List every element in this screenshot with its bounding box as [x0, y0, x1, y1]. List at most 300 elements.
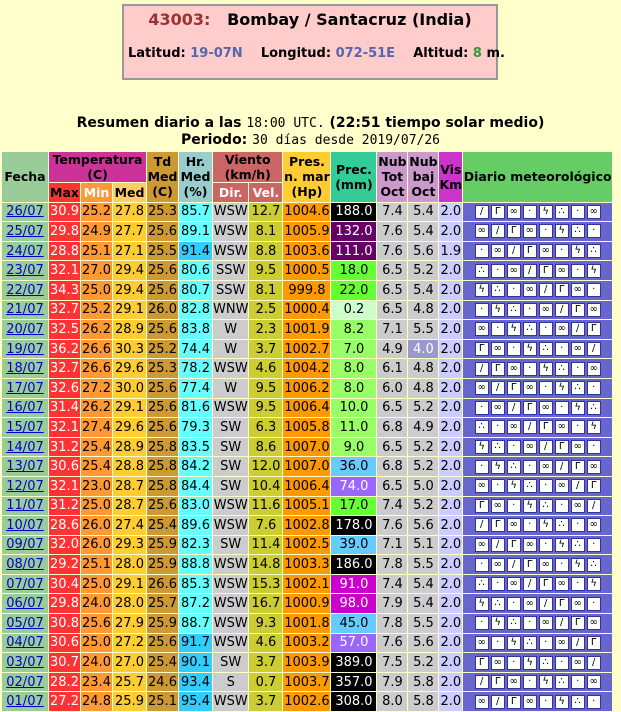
cloud-icon[interactable]: Γ: [555, 440, 569, 454]
date-link[interactable]: 15/07: [6, 419, 44, 435]
shower-icon[interactable]: ∴: [523, 322, 537, 336]
drizzle-icon[interactable]: ·: [523, 518, 537, 532]
mist-icon[interactable]: ∞: [507, 518, 521, 532]
cell-min: 26.0: [82, 517, 111, 533]
haze-icon[interactable]: ∞: [539, 303, 553, 317]
cell-fecha[interactable]: [2, 203, 48, 222]
thunder-icon[interactable]: ϟ: [491, 460, 505, 474]
cell-diario: [463, 536, 612, 555]
date-link[interactable]: 03/07: [6, 655, 44, 671]
thunder-icon[interactable]: ϟ: [491, 616, 505, 630]
mist-icon[interactable]: ∞: [571, 597, 585, 611]
rain-icon[interactable]: /: [539, 440, 553, 454]
haze-icon[interactable]: ∞: [571, 656, 585, 670]
cloud-icon[interactable]: Γ: [475, 342, 489, 356]
mist-icon[interactable]: ∞: [555, 577, 569, 591]
mist-icon[interactable]: ∞: [523, 538, 537, 552]
rain-icon[interactable]: /: [587, 342, 601, 356]
date-link[interactable]: 26/07: [6, 204, 44, 220]
cell-pres: 1001.9: [284, 321, 330, 337]
clear-icon[interactable]: ·: [491, 577, 505, 591]
mist-icon[interactable]: ∞: [523, 224, 537, 238]
table-row: [2, 555, 612, 574]
shower-icon[interactable]: ∴: [491, 440, 505, 454]
drizzle-icon[interactable]: ·: [507, 342, 521, 356]
shower-icon[interactable]: ∴: [571, 224, 585, 238]
drizzle-icon[interactable]: ·: [539, 695, 553, 709]
thunder-icon[interactable]: ϟ: [523, 342, 537, 356]
cell-fecha[interactable]: [2, 555, 48, 574]
thunder-icon[interactable]: ϟ: [507, 636, 521, 650]
date-link[interactable]: 12/07: [6, 478, 44, 494]
cloud-icon[interactable]: Γ: [571, 616, 585, 630]
cloud-icon[interactable]: Γ: [523, 401, 537, 415]
mist-icon[interactable]: ∞: [539, 244, 553, 258]
thunder-icon[interactable]: ϟ: [587, 264, 601, 278]
rain-icon[interactable]: /: [491, 224, 505, 238]
cloud-icon[interactable]: Γ: [507, 224, 521, 238]
date-link[interactable]: 22/07: [6, 282, 44, 298]
thunder-icon[interactable]: ϟ: [475, 440, 489, 454]
mist-icon[interactable]: ∞: [571, 440, 585, 454]
cell-fecha[interactable]: [2, 399, 48, 418]
shower-icon[interactable]: ∴: [475, 264, 489, 278]
haze-icon[interactable]: ∞: [491, 244, 505, 258]
date-link[interactable]: 06/07: [6, 596, 44, 612]
shower-icon[interactable]: ∴: [555, 362, 569, 376]
clear-icon[interactable]: ·: [475, 244, 489, 258]
rain-icon[interactable]: /: [587, 656, 601, 670]
shower-icon[interactable]: ∴: [571, 538, 585, 552]
shower-icon[interactable]: ∴: [539, 499, 553, 513]
clear-icon[interactable]: ·: [587, 695, 601, 709]
drizzle-icon[interactable]: ·: [555, 401, 569, 415]
drizzle-icon[interactable]: ·: [539, 224, 553, 238]
haze-icon[interactable]: ∞: [523, 597, 537, 611]
clear-icon[interactable]: ·: [571, 362, 585, 376]
rain-icon[interactable]: /: [475, 675, 489, 689]
cell-dir: WSW: [213, 596, 248, 612]
rain-icon[interactable]: /: [539, 597, 553, 611]
thunder-icon[interactable]: ϟ: [523, 656, 537, 670]
cell-fecha[interactable]: [2, 359, 48, 378]
drizzle-icon[interactable]: ·: [571, 264, 585, 278]
date-link[interactable]: 11/07: [6, 498, 44, 514]
clear-icon[interactable]: ·: [555, 342, 569, 356]
drizzle-icon[interactable]: ·: [475, 460, 489, 474]
clear-icon[interactable]: ·: [491, 264, 505, 278]
drizzle-icon[interactable]: ·: [555, 558, 569, 572]
haze-icon[interactable]: ∞: [507, 577, 521, 591]
thunder-icon[interactable]: ϟ: [539, 675, 553, 689]
drizzle-icon[interactable]: ·: [555, 244, 569, 258]
cloud-icon[interactable]: Γ: [491, 518, 505, 532]
clear-icon[interactable]: ·: [587, 381, 601, 395]
mist-icon[interactable]: ∞: [491, 499, 505, 513]
rain-icon[interactable]: /: [507, 401, 521, 415]
shower-icon[interactable]: ∴: [555, 518, 569, 532]
cell-nt: 6.5: [377, 301, 407, 320]
rain-icon[interactable]: /: [475, 362, 489, 376]
date-link[interactable]: 13/07: [6, 459, 44, 475]
thunder-icon[interactable]: ϟ: [475, 597, 489, 611]
haze-icon[interactable]: ∞: [491, 401, 505, 415]
date-link[interactable]: 07/07: [6, 576, 44, 592]
haze-icon[interactable]: ∞: [507, 420, 521, 434]
cloud-icon[interactable]: Γ: [587, 322, 601, 336]
drizzle-icon[interactable]: ·: [539, 538, 553, 552]
cell-min: 25.1: [82, 243, 111, 259]
mist-icon[interactable]: ∞: [523, 381, 537, 395]
thunder-icon[interactable]: ϟ: [555, 224, 569, 238]
table-row: [2, 653, 612, 672]
cell-td: 25.8: [148, 439, 177, 455]
shower-icon[interactable]: ∴: [491, 283, 505, 297]
clear-icon[interactable]: ·: [539, 636, 553, 650]
cell-med: 30.0: [113, 379, 146, 398]
shower-icon[interactable]: ∴: [507, 460, 521, 474]
thunder-icon[interactable]: ϟ: [555, 538, 569, 552]
cloud-icon[interactable]: Γ: [475, 499, 489, 513]
mist-icon[interactable]: ∞: [587, 303, 601, 317]
thunder-icon[interactable]: ϟ: [571, 244, 585, 258]
rain-icon[interactable]: /: [475, 205, 489, 219]
cloud-icon[interactable]: Γ: [523, 244, 537, 258]
shower-icon[interactable]: ∴: [539, 656, 553, 670]
rain-icon[interactable]: /: [523, 264, 537, 278]
cell-fecha[interactable]: [2, 594, 48, 613]
cell-dir: WSW: [213, 517, 248, 533]
cell-vis: 2.0: [440, 615, 462, 631]
thunder-icon[interactable]: ϟ: [491, 303, 505, 317]
cell-dir: WSW: [213, 694, 248, 710]
cell-dir: S: [213, 673, 248, 692]
cloud-icon[interactable]: Γ: [491, 675, 505, 689]
mist-icon[interactable]: ∞: [507, 362, 521, 376]
shower-icon[interactable]: ∴: [587, 558, 601, 572]
thunder-icon[interactable]: ϟ: [539, 205, 553, 219]
thunder-icon[interactable]: ϟ: [507, 479, 521, 493]
clear-icon[interactable]: ·: [507, 440, 521, 454]
cloud-icon[interactable]: Γ: [523, 558, 537, 572]
shower-icon[interactable]: ∴: [571, 695, 585, 709]
clear-icon[interactable]: ·: [523, 303, 537, 317]
drizzle-icon[interactable]: ·: [587, 440, 601, 454]
drizzle-icon[interactable]: ·: [523, 675, 537, 689]
cloud-icon[interactable]: Γ: [507, 381, 521, 395]
table-row: [2, 477, 612, 496]
cell-dir: WSW: [213, 400, 248, 416]
rain-icon[interactable]: /: [555, 303, 569, 317]
mist-icon[interactable]: ∞: [491, 342, 505, 356]
thunder-icon[interactable]: ϟ: [555, 695, 569, 709]
date-link[interactable]: 25/07: [6, 223, 44, 239]
date-link[interactable]: 10/07: [6, 517, 44, 533]
drizzle-icon[interactable]: ·: [587, 283, 601, 297]
rain-icon[interactable]: /: [539, 283, 553, 297]
clear-icon[interactable]: ·: [555, 499, 569, 513]
clear-icon[interactable]: ·: [587, 224, 601, 238]
cloud-icon[interactable]: Γ: [587, 636, 601, 650]
mist-icon[interactable]: ∞: [555, 264, 569, 278]
clear-icon[interactable]: ·: [571, 205, 585, 219]
mist-icon[interactable]: ∞: [523, 695, 537, 709]
rain-icon[interactable]: /: [587, 499, 601, 513]
drizzle-icon[interactable]: ·: [491, 636, 505, 650]
date-link[interactable]: 20/07: [6, 321, 44, 337]
haze-icon[interactable]: ∞: [539, 616, 553, 630]
clear-icon[interactable]: ·: [571, 518, 585, 532]
clear-icon[interactable]: ·: [523, 460, 537, 474]
cell-fecha[interactable]: [2, 242, 48, 261]
thunder-icon[interactable]: ϟ: [587, 420, 601, 434]
cell-td: 25.1: [148, 694, 177, 710]
cell-nt: 6.5: [377, 399, 407, 418]
cloud-icon[interactable]: Γ: [507, 538, 521, 552]
date-link[interactable]: 05/07: [6, 615, 44, 631]
mist-icon[interactable]: ∞: [587, 616, 601, 630]
drizzle-icon[interactable]: ·: [475, 616, 489, 630]
thunder-icon[interactable]: ϟ: [539, 518, 553, 532]
drizzle-icon[interactable]: ·: [523, 205, 537, 219]
cloud-icon[interactable]: Γ: [491, 362, 505, 376]
haze-icon[interactable]: ∞: [587, 362, 601, 376]
mist-icon[interactable]: ∞: [555, 420, 569, 434]
cell-fecha[interactable]: [2, 516, 48, 535]
cell-fecha[interactable]: [2, 692, 48, 711]
shower-icon[interactable]: ∴: [587, 401, 601, 415]
clear-icon[interactable]: ·: [555, 656, 569, 670]
cell-fecha[interactable]: [2, 438, 48, 457]
header-med: Med: [114, 184, 145, 200]
cell-fecha[interactable]: [2, 457, 48, 476]
shower-icon[interactable]: ∴: [571, 381, 585, 395]
cell-fecha[interactable]: [2, 418, 48, 437]
cloud-icon[interactable]: Γ: [587, 479, 601, 493]
haze-icon[interactable]: ∞: [587, 675, 601, 689]
date-link[interactable]: 16/07: [6, 400, 44, 416]
shower-icon[interactable]: ∴: [491, 597, 505, 611]
rain-icon[interactable]: /: [491, 538, 505, 552]
date-link[interactable]: 01/07: [6, 694, 44, 710]
cloud-icon[interactable]: Γ: [555, 597, 569, 611]
clear-icon[interactable]: ·: [587, 538, 601, 552]
cloud-icon[interactable]: Γ: [571, 303, 585, 317]
clear-icon[interactable]: ·: [475, 558, 489, 572]
summary-text-b: (22:51 tiempo solar medio): [324, 115, 545, 131]
cell-fecha[interactable]: [2, 653, 48, 672]
cell-nt: 6.5: [377, 281, 407, 300]
rain-icon[interactable]: /: [523, 420, 537, 434]
header-dir: Dir.: [213, 183, 248, 202]
drizzle-icon[interactable]: ·: [491, 322, 505, 336]
cloud-icon[interactable]: Γ: [491, 205, 505, 219]
date-link[interactable]: 18/07: [6, 361, 44, 377]
shower-icon[interactable]: ∴: [507, 616, 521, 630]
rain-icon[interactable]: /: [571, 636, 585, 650]
drizzle-icon[interactable]: ·: [571, 420, 585, 434]
mist-icon[interactable]: ∞: [587, 460, 601, 474]
cell-pres: 1002.6: [284, 694, 330, 710]
drizzle-icon[interactable]: ·: [507, 656, 521, 670]
cell-pres: 1003.3: [284, 557, 330, 573]
haze-icon[interactable]: ∞: [475, 695, 489, 709]
rain-icon[interactable]: /: [491, 381, 505, 395]
shower-icon[interactable]: ∴: [539, 342, 553, 356]
cell-diario: [463, 379, 612, 398]
clear-icon[interactable]: ·: [571, 675, 585, 689]
date-link[interactable]: 09/07: [6, 537, 44, 553]
mist-icon[interactable]: ∞: [539, 558, 553, 572]
haze-icon[interactable]: ∞: [555, 322, 569, 336]
cell-fecha[interactable]: [2, 477, 48, 496]
mist-icon[interactable]: ∞: [507, 205, 521, 219]
cell-vis: 2.0: [440, 459, 462, 475]
cell-pres: 1002.7: [284, 341, 330, 357]
thunder-icon[interactable]: ϟ: [507, 322, 521, 336]
clear-icon[interactable]: ·: [475, 401, 489, 415]
thunder-icon[interactable]: ϟ: [555, 381, 569, 395]
cell-med: 27.0: [113, 653, 146, 672]
station-box: [122, 4, 505, 80]
clear-icon[interactable]: ·: [539, 479, 553, 493]
date-link[interactable]: 02/07: [6, 674, 44, 690]
cloud-icon[interactable]: Γ: [507, 695, 521, 709]
thunder-icon[interactable]: ϟ: [587, 577, 601, 591]
haze-icon[interactable]: ∞: [587, 518, 601, 532]
rain-icon[interactable]: /: [555, 460, 569, 474]
shower-icon[interactable]: ∴: [523, 479, 537, 493]
date-link[interactable]: 24/07: [6, 243, 44, 259]
rain-icon[interactable]: /: [571, 322, 585, 336]
table-row: [2, 261, 612, 280]
thunder-icon[interactable]: ϟ: [571, 401, 585, 415]
mist-icon[interactable]: ∞: [507, 675, 521, 689]
mist-icon[interactable]: ∞: [475, 479, 489, 493]
rain-icon[interactable]: /: [491, 695, 505, 709]
cloud-icon[interactable]: Γ: [539, 577, 553, 591]
haze-icon[interactable]: ∞: [523, 440, 537, 454]
cell-vel: 16.7: [249, 594, 282, 613]
haze-icon[interactable]: ∞: [539, 460, 553, 474]
drizzle-icon[interactable]: ·: [523, 362, 537, 376]
haze-icon[interactable]: ∞: [507, 264, 521, 278]
thunder-icon[interactable]: ϟ: [539, 362, 553, 376]
shower-icon[interactable]: ∴: [475, 577, 489, 591]
cell-fecha[interactable]: [2, 673, 48, 692]
clear-icon[interactable]: ·: [507, 283, 521, 297]
haze-icon[interactable]: ∞: [475, 224, 489, 238]
cloud-icon[interactable]: Γ: [475, 656, 489, 670]
drizzle-icon[interactable]: ·: [587, 597, 601, 611]
haze-icon[interactable]: ∞: [475, 381, 489, 395]
mist-icon[interactable]: ∞: [571, 283, 585, 297]
haze-icon[interactable]: ∞: [555, 636, 569, 650]
date-link[interactable]: 23/07: [6, 263, 44, 279]
haze-icon[interactable]: ∞: [475, 538, 489, 552]
haze-icon[interactable]: ∞: [555, 479, 569, 493]
date-link[interactable]: 19/07: [6, 341, 44, 357]
cell-med: 29.4: [113, 281, 146, 300]
thunder-icon[interactable]: ϟ: [523, 499, 537, 513]
clear-icon[interactable]: ·: [507, 597, 521, 611]
shower-icon[interactable]: ∴: [475, 420, 489, 434]
mist-icon[interactable]: ∞: [539, 401, 553, 415]
thunder-icon[interactable]: ϟ: [571, 558, 585, 572]
cell-fecha[interactable]: [2, 575, 48, 594]
cloud-icon[interactable]: Γ: [539, 420, 553, 434]
haze-icon[interactable]: ∞: [523, 283, 537, 297]
cell-fecha[interactable]: [2, 497, 48, 516]
mist-icon[interactable]: ∞: [491, 656, 505, 670]
drizzle-icon[interactable]: ·: [475, 303, 489, 317]
date-link[interactable]: 04/07: [6, 635, 44, 651]
cell-fecha[interactable]: [2, 340, 48, 359]
cell-min: 27.2: [82, 380, 111, 396]
cell-fecha[interactable]: [2, 281, 48, 300]
mist-icon[interactable]: ∞: [475, 636, 489, 650]
clear-icon[interactable]: ·: [523, 616, 537, 630]
rain-icon[interactable]: /: [507, 244, 521, 258]
drizzle-icon[interactable]: ·: [491, 479, 505, 493]
cell-fecha[interactable]: [2, 320, 48, 339]
rain-icon[interactable]: /: [475, 518, 489, 532]
thunder-icon[interactable]: ϟ: [475, 283, 489, 297]
cell-max: 30.7: [50, 655, 79, 671]
date-link[interactable]: 21/07: [6, 302, 44, 318]
mist-icon[interactable]: ∞: [475, 322, 489, 336]
drizzle-icon[interactable]: ·: [539, 381, 553, 395]
cell-fecha[interactable]: [2, 222, 48, 241]
cloud-icon[interactable]: Γ: [555, 283, 569, 297]
cloud-icon[interactable]: Γ: [539, 264, 553, 278]
clear-icon[interactable]: ·: [491, 420, 505, 434]
haze-icon[interactable]: ∞: [571, 342, 585, 356]
drizzle-icon[interactable]: ·: [571, 577, 585, 591]
cell-diario: [463, 242, 612, 261]
cell-fecha[interactable]: [2, 379, 48, 398]
date-link[interactable]: 14/07: [6, 439, 44, 455]
haze-icon[interactable]: ∞: [491, 558, 505, 572]
cloud-icon[interactable]: Γ: [571, 460, 585, 474]
haze-icon[interactable]: ∞: [587, 205, 601, 219]
cell-min: 26.2: [82, 321, 111, 337]
shower-icon[interactable]: ∴: [555, 205, 569, 219]
cell-fecha[interactable]: [2, 301, 48, 320]
clear-icon[interactable]: ·: [539, 322, 553, 336]
rain-icon[interactable]: /: [555, 616, 569, 630]
date-link[interactable]: 08/07: [6, 557, 44, 573]
cell-td: 25.3: [148, 204, 177, 220]
cell-prec: 9.0: [331, 438, 376, 457]
cell-fecha[interactable]: [2, 634, 48, 653]
shower-icon[interactable]: ∴: [555, 675, 569, 689]
haze-icon[interactable]: ∞: [571, 499, 585, 513]
rain-icon[interactable]: /: [507, 558, 521, 572]
shower-icon[interactable]: ∴: [523, 636, 537, 650]
rain-icon[interactable]: /: [523, 577, 537, 591]
cell-fecha[interactable]: [2, 536, 48, 555]
shower-icon[interactable]: ∴: [587, 244, 601, 258]
rain-icon[interactable]: /: [571, 479, 585, 493]
cell-fecha[interactable]: [2, 261, 48, 280]
shower-icon[interactable]: ∴: [507, 303, 521, 317]
drizzle-icon[interactable]: ·: [507, 499, 521, 513]
cell-fecha[interactable]: [2, 614, 48, 633]
date-link[interactable]: 17/07: [6, 380, 44, 396]
period-value: 30 días desde 2019/07/26: [252, 133, 441, 148]
cell-diario: [463, 261, 612, 280]
